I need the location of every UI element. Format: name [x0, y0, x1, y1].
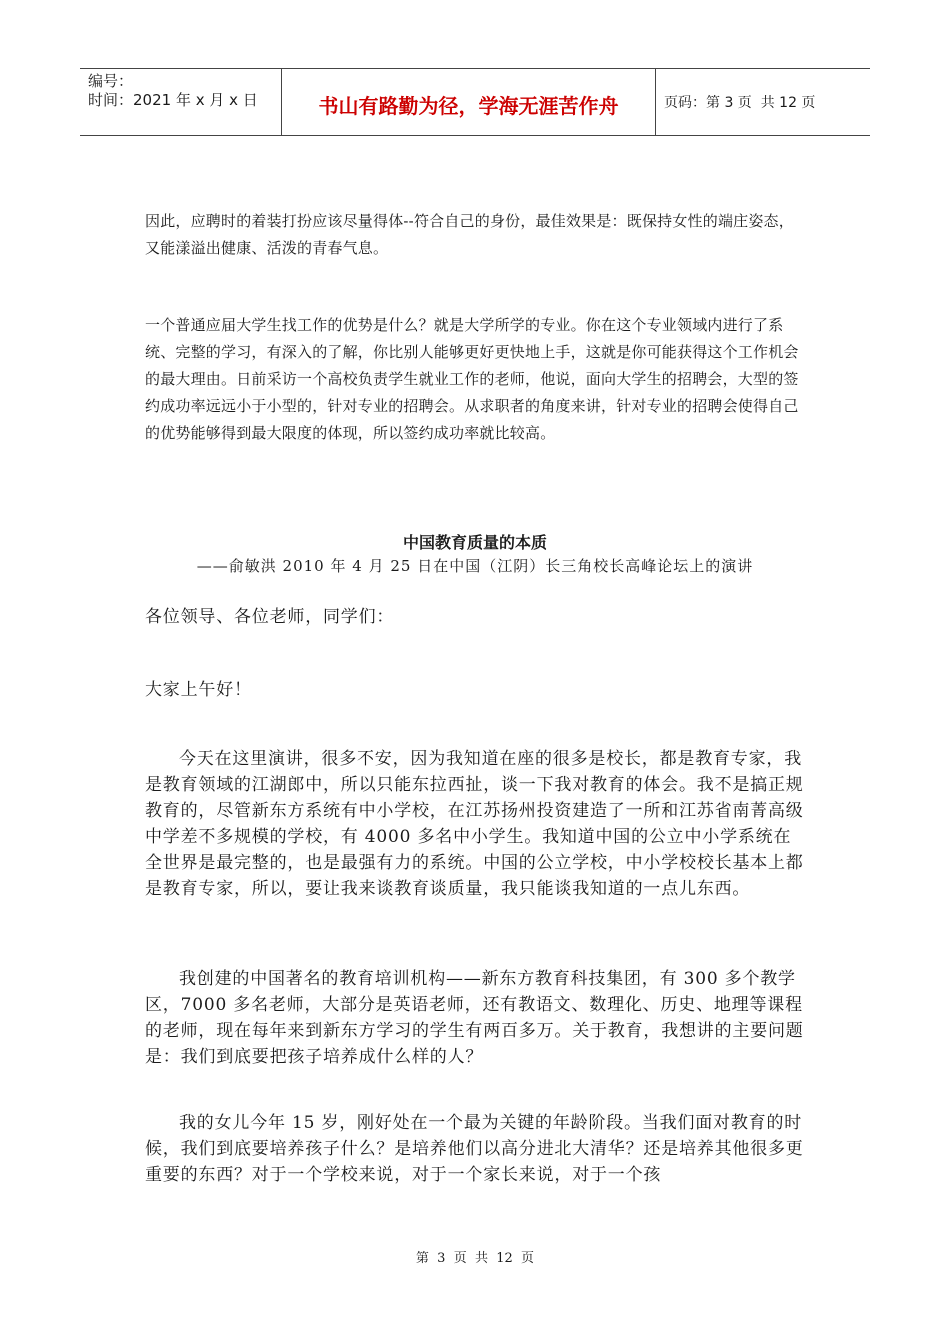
- article-paragraph-3: 我的女儿今年 15 岁，刚好处在一个最为关键的年龄阶段。当我们面对教育的时候，我们到底要培养孩子什么？是培养他们以高分进北大清华？还是培养其他很多更重要的东西？对于一个学校来说，对于一个家长来说，对于一个孩: [145, 1113, 804, 1185]
- body-paragraph-attire: 因此，应聘时的着装打扮应该尽量得体--符合自己的身份，最佳效果是：既保持女性的端庄姿态，又能漾溢出健康、活泼的青春气息。: [145, 212, 794, 257]
- header-page-number: 页码：第 3 页 共 12 页: [664, 95, 816, 111]
- document-number: 编号：: [88, 72, 134, 90]
- article-title: 中国教育质量的本质: [402, 533, 547, 552]
- page-header: [80, 68, 870, 136]
- article-paragraph-2: 我创建的中国著名的教育培训机构——新东方教育科技集团，有 300 多个教学区，7000 多名老师，大部分是英语老师，还有教语文、数理化、历史、地理等课程的老师，现在每年来到新东方学习的学生有两百多万。关于教育，我想讲的主要问题是：我们到底要把孩子培养成什么样的人？: [145, 969, 804, 1067]
- article-subtitle: ——俞敏洪 2010 年 4 月 25 日在中国（江阴）长三角校长高峰论坛上的演讲: [196, 557, 754, 575]
- article-paragraph-1: 今天在这里演讲，很多不安，因为我知道在座的很多是校长，都是教育专家，我是教育领域的江湖郎中，所以只能东拉西扯，谈一下我对教育的体会。我不是搞正规教育的，尽管新东方系统有中小学校，在江苏扬州投资建造了一所和江苏省南菁高级中学差不多规模的学校，有 4000 多名中小学生。我知道中国的公立中小学系统在全世界是最完整的，也是最强有力的系统。中国的公立学校，中小学校校长基本上都是教育专家，所以，要让我来谈教育谈质量，我只能谈我知道的一点儿东西。: [145, 749, 804, 899]
- header-motto: 书山有路勤为径，学海无涯苦作舟: [282, 69, 656, 135]
- article-hello: 大家上午好！: [145, 680, 252, 700]
- header-meta: [80, 69, 282, 135]
- article-greeting: 各位领导、各位老师，同学们：: [145, 607, 395, 627]
- document-date: 时间：2021 年 x 月 x 日: [88, 91, 258, 109]
- body-paragraph-advantage: 一个普通应届大学生找工作的优势是什么？就是大学所学的专业。你在这个专业领域内进行了系统、完整的学习，有深入的了解，你比别人能够更好更快地上手，这就是你可能获得这个工作机会的最大理由。日前采访一个高校负责学生就业工作的老师，他说，面向大学生的招聘会，大型的签约成功率远远小于小型的，针对专业的招聘会。从求职者的角度来讲，针对专业的招聘会使得自己的优势能够得到最大限度的体现，所以签约成功率就比较高。: [145, 316, 799, 442]
- page-footer: 第 3 页 共 12 页: [415, 1251, 535, 1266]
